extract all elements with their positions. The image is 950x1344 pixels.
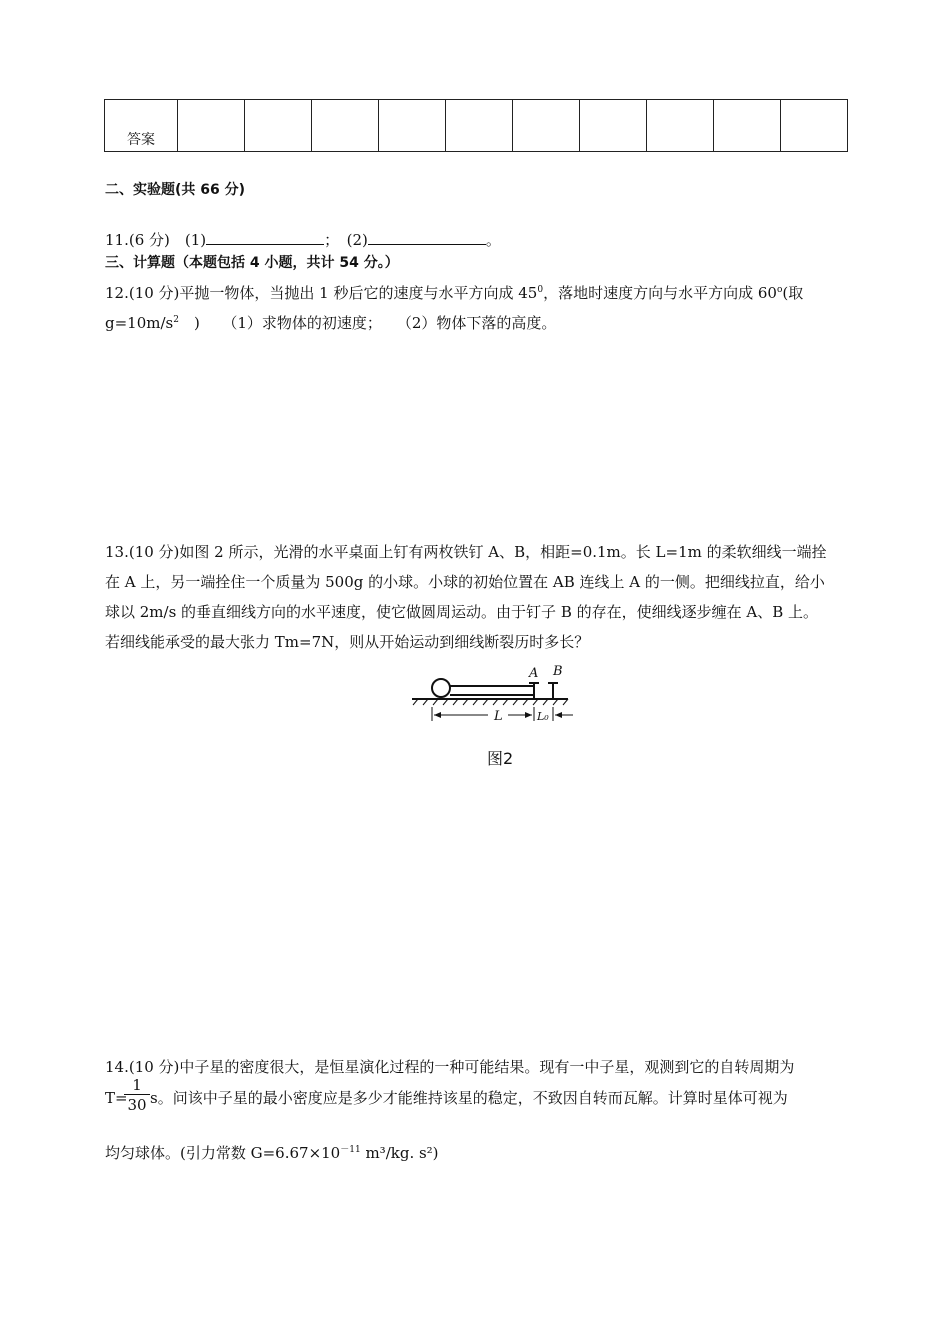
ball-icon: [432, 679, 450, 697]
figure-2-diagram: [408, 655, 578, 725]
q11-blank-2[interactable]: [368, 229, 486, 245]
q11-blank-1[interactable]: [206, 229, 324, 245]
figure-caption: 图2: [487, 749, 514, 768]
section2-title: 二、实验题(共 66 分): [105, 182, 246, 198]
answer-cell-9[interactable]: [714, 100, 781, 152]
answer-cell-1[interactable]: [178, 100, 245, 152]
label-l: L: [494, 709, 503, 724]
q12-g-sup: 2: [173, 315, 179, 325]
q14-fraction: [124, 1076, 150, 1115]
q14-line1: 14.(10 分)中子星的密度很大，是恒星演化过程的一种可能结果。现有一中子星，观测到它的自转周期为: [105, 1058, 795, 1076]
q12-text-a: 12.(10 分)平抛一物体，当抛出 1 秒后它的速度与水平方向成 45: [105, 284, 538, 302]
q14-line2: s。问该中子星的最小密度应是多少才能维持该星的稳定，不致因自转而瓦解。计算时星体可视为: [150, 1089, 788, 1107]
q11-mid: ； (2): [324, 231, 368, 249]
q13-line1: 13.(10 分)如图 2 所示，光滑的水平桌面上钉有两枚铁钉 A、B，相距=0.1m。长 L=1m 的柔软细线一端拴: [105, 543, 827, 561]
answer-cell-4[interactable]: [379, 100, 446, 152]
q13-line4: 若细线能承受的最大张力 Tm=7N，则从开始运动到细线断裂历时多长？: [105, 633, 590, 651]
answer-cell-8[interactable]: [647, 100, 714, 152]
q13-line2: 在 A 上，另一端拴住一个质量为 500g 的小球。小球的初始位置在 AB 连线上 A 的一侧。把细线拉直，给小: [105, 573, 825, 591]
fraction-denominator: 30: [127, 1096, 147, 1114]
fraction-numerator: 1: [124, 1076, 150, 1095]
answer-cell-7[interactable]: [580, 100, 647, 152]
q12-line2: [105, 313, 556, 333]
q14-line3: [105, 1143, 439, 1163]
section3-title: 三、计算题（本题包括 4 小题，共计 54 分。）: [105, 255, 399, 271]
q14-t-prefix: T=: [105, 1089, 128, 1107]
q11-end: 。: [485, 231, 501, 249]
q11-prefix: 11.(6 分) (1): [105, 231, 207, 249]
q11: [105, 229, 501, 250]
q14-units: m³/kg. s²): [360, 1144, 439, 1162]
answer-cell-10[interactable]: [781, 100, 848, 152]
label-b: B: [553, 664, 563, 679]
label-a: A: [529, 666, 539, 681]
q14-exponent: －11: [340, 1145, 361, 1155]
q13-line3: 球以 2m/s 的垂直细线方向的水平速度，使它做圆周运动。由于钉子 B 的存在，使细线逐步缠在 A、B 上。: [105, 603, 819, 621]
answer-cell-3[interactable]: [312, 100, 379, 152]
q12-questions: ) （1）求物体的初速度； （2）物体下落的高度。: [178, 314, 557, 332]
q12-sup-1: 0: [537, 285, 544, 295]
q12-line1: [105, 283, 803, 303]
q12-sup-2: o: [776, 285, 783, 295]
q12-text-b: ，落地时速度方向与水平方向成 60: [543, 284, 777, 302]
q14-line3-text: 均匀球体。(引力常数 G=6.67×10: [105, 1144, 341, 1162]
answer-cell-6[interactable]: [513, 100, 580, 152]
q12-text-c: (取: [782, 284, 804, 302]
answer-cell-5[interactable]: [446, 100, 513, 152]
answer-table: [104, 99, 848, 152]
answer-row: [105, 100, 848, 152]
answer-cell-2[interactable]: [245, 100, 312, 152]
answer-label: 答案: [105, 100, 178, 152]
label-l0: L₀: [537, 710, 549, 723]
q12-g: g=10m/s: [105, 314, 174, 332]
